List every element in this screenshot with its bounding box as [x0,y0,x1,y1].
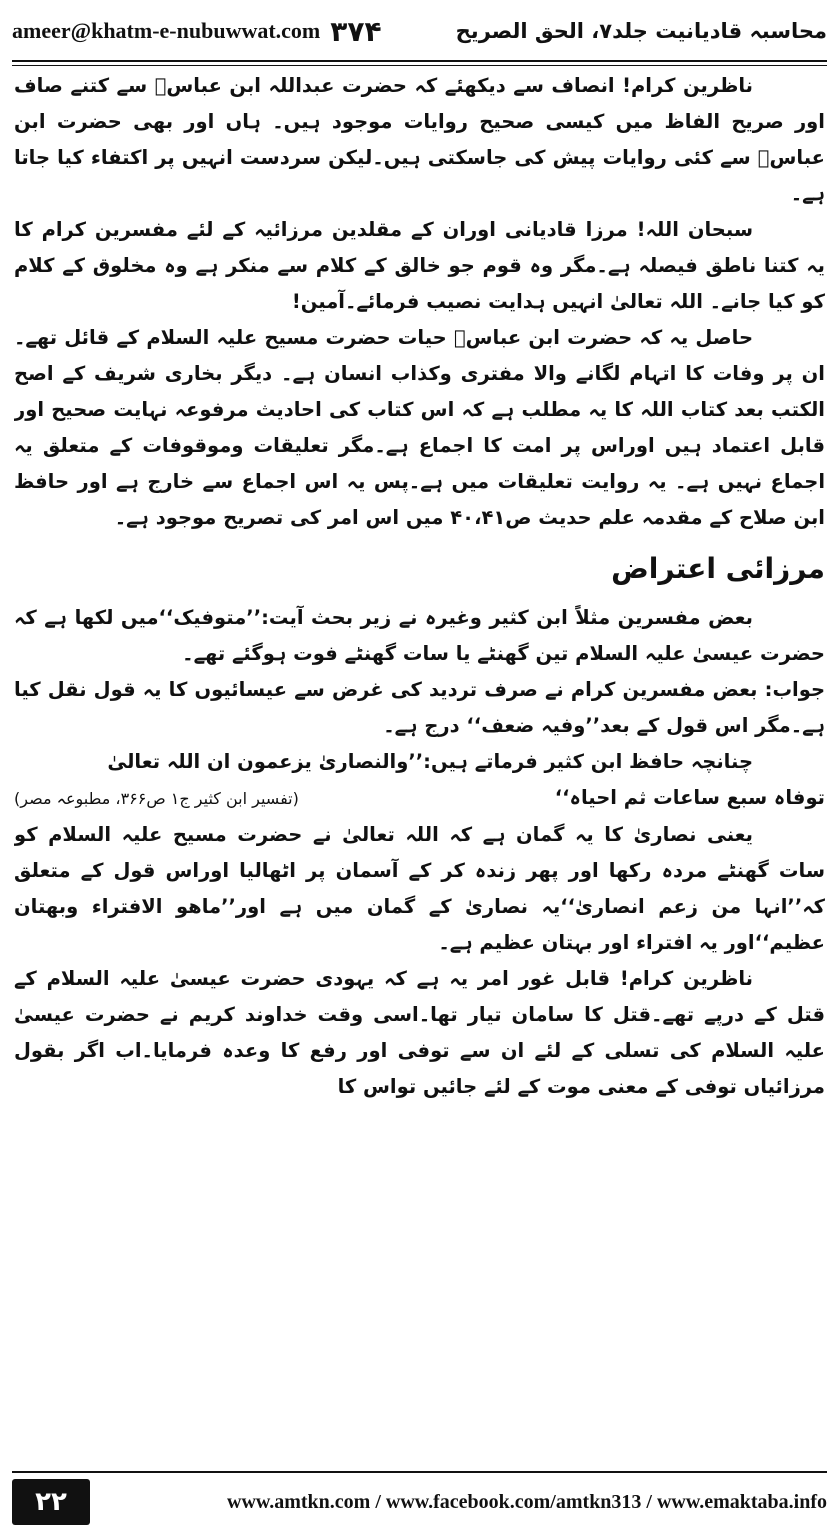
body-paragraph-1: ناظرین کرام! انصاف سے دیکھئے کہ حضرت عبداللہ ابن عباسؓ سے کتنے صاف اور صریح الفاظ میں کیسی صحیح روایات موجود ہیں۔ ہاں اور بھی حضرت ابن عباسؓ سے کئی روایات پیش کی جاسکتی ہیں۔لیکن سردست انہیں پر اکتفاء کیا جاتا ہے۔ [14,74,825,205]
page-footer [12,1473,827,1531]
objection-paragraph: بعض مفسرین مثلاً ابن کثیر وغیرہ نے زیر بحث آیت:’’متوفیک‘‘میں لکھا ہے کہ حضرت عیسیٰ علیہ السلام تین گھنٹے یا سات گھنٹے فوت ہوگئے تھے۔ [14,606,825,665]
answer-paragraph: جواب: بعض مفسرین کرام نے صرف تردید کی غرض سے عیسائیوں کا یہ قول نقل کیا ہے۔مگر اس قول کے بعد’’وفیہ ضعف‘‘ درج ہے۔ [14,678,825,737]
quote-reference: (تفسیر ابن کثیر ج۱ ص۳۶۶، مطبوعہ مصر) [14,789,299,808]
section-heading: مرزائی اعتراض [611,552,825,585]
closing-paragraph-1: یعنی نصاریٰ کا یہ گمان ہے کہ اللہ تعالیٰ نے حضرت مسیح علیہ السلام کو سات گھنٹے مردہ رکھا اور پھر زندہ کر کے آسمان پر اٹھالیا اوراس قول کے متعلق کہ’’انہا من زعم انصاریٰ‘‘یہ نصاریٰ کے گمان میں ہے اور’’ماھو الافتراء وبھتان عظیم‘‘اور یہ افتراء اور بہتان عظیم ہے۔ [14,823,825,954]
header-divider [12,60,827,66]
header-page-marker: ۳۷۴ [330,14,382,48]
quote-line [14,780,825,817]
header-left [12,15,382,48]
body-paragraph-3: حاصل یہ کہ حضرت ابن عباسؓ حیات حضرت مسیح علیہ السلام کے قائل تھے۔ان پر وفات کا اتہام لگانے والا مفتری وکذاب انسان ہے۔ دیگر بخاری شریف کے اصح الکتب بعد کتاب اللہ کا یہ مطلب ہے کہ اس کتاب کی احادیث مرفوعہ نہایت صحیح اور قابل اعتماد ہیں اوراس پر امت کا اجماع ہے۔مگر تعلیقات وموقوفات کے متعلق یہ اجماع نہیں ہے۔ یہ روایت تعلیقات میں ہے۔پس یہ اس اجماع سے خارج ہے اور حافظ ابن صلاح کے مقدمہ علم حدیث ص۴۰،۴۱ میں اس امر کی تصریح موجود ہے۔ [14,326,825,529]
footer-website-links[interactable]: www.amtkn.com / www.facebook.com/amtkn313 / www.emaktaba.info [227,1490,827,1513]
closing-paragraph-2: ناظرین کرام! قابل غور امر یہ ہے کہ یہودی حضرت عیسیٰ علیہ السلام کے قتل کے درپے تھے۔قتل کا سامان تیار تھا۔اسی وقت خداوند کریم نے حضرت عیسیٰ علیہ السلام کی تسلی کے لئے ان سے توفی اور رفع کا وعدہ فرمایا۔اب اگر بقول مرزائیاں توفی کے معنی موت کے لئے جائیں تواس کا [14,967,825,1098]
body-paragraph-2: سبحان اللہ! مرزا قادیانی اوران کے مقلدین مرزائیہ کے لئے مفسرین کرام کا یہ کتنا ناطق فیصلہ ہے۔مگر وہ قوم جو خالق کے کلام سے منکر ہے وہ مخلوق کے کلام کو کیا جانے۔ اللہ تعالیٰ انہیں ہدایت نصیب فرمائے۔آمین! [14,218,825,313]
header-email: ameer@khatm-e-nubuwwat.com [12,18,321,43]
quote-arabic-end: توفاہ سبع ساعات ثم احیاہ‘‘ [554,786,825,809]
quote-intro: چنانچہ حافظ ابن کثیر فرماتے ہیں:’’والنصاریٰ یزعمون ان اللہ تعالیٰ [107,750,753,773]
page-header [12,6,827,56]
footer-page-number: ۲۲ [12,1479,90,1525]
header-book-title: محاسبہ قادیانیت جلد۷، الحق الصریح [455,19,827,43]
page-body [14,68,825,1463]
